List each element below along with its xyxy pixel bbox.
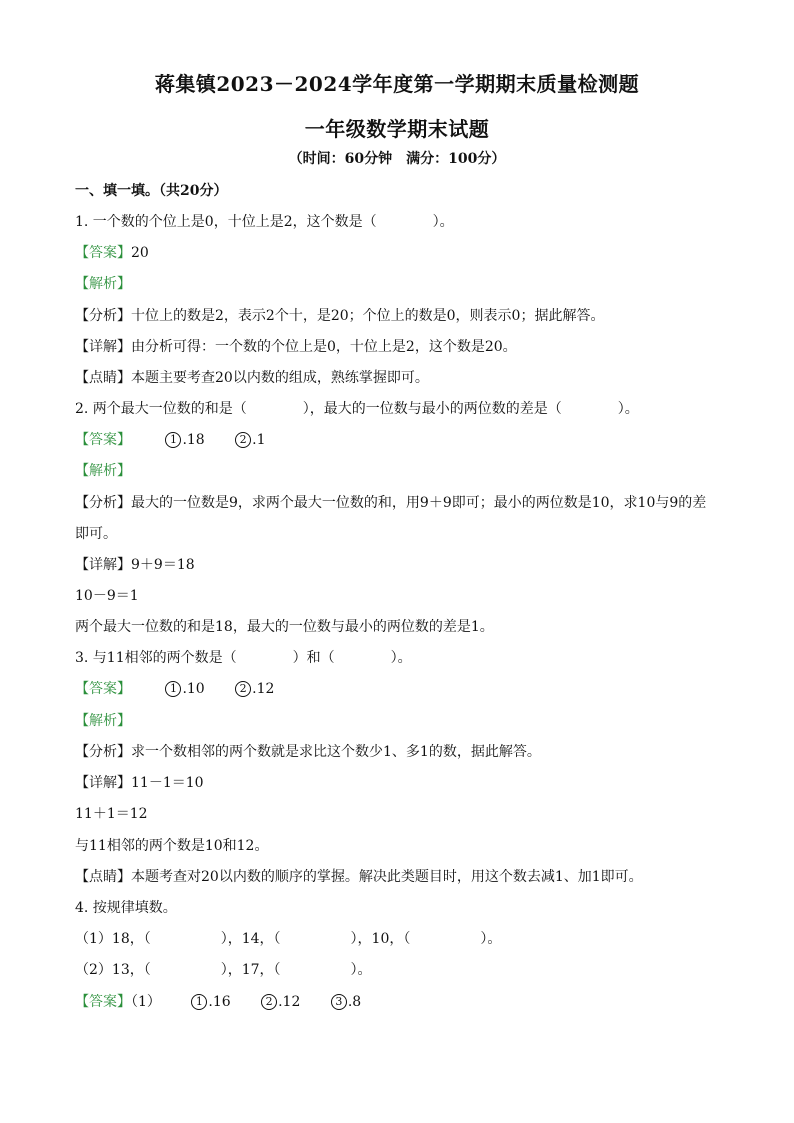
detail-label: 【详解】 (75, 339, 131, 355)
q3-conclusion: 与11相邻的两个数是10和12。 (75, 838, 269, 854)
q2-fenxi-cont: 即可。 (75, 526, 117, 542)
q2-answer-1: .18 (182, 432, 205, 448)
q3-fenxi (75, 742, 541, 762)
answer-label: 【答案】 (75, 681, 131, 697)
q4-answer-2: .12 (278, 994, 301, 1010)
q4-row-1: （1）18，（ ），14，（ ），10，（ ）。 (75, 931, 502, 947)
q4-answer-prefix: （1） (131, 994, 161, 1010)
q1-detail (75, 337, 517, 357)
q3-detail (75, 773, 204, 793)
section-heading: 一、填一填。（共20分） (75, 183, 228, 199)
q2-fenxi-text: 最大的一位数是9，求两个最大一位数的和，用9＋9即可；最小的两位数是10，求10与9的差 (131, 495, 707, 511)
q1-comment (75, 368, 429, 388)
q3-comment-text: 本题考查对20以内数的顺序的掌握。解决此类题目时，用这个数去减1、加1即可。 (131, 869, 643, 885)
q4-answer (75, 992, 361, 1012)
comment-label: 【点睛】 (75, 370, 131, 386)
time-info: （时间：60分钟 满分：100分） (288, 151, 506, 167)
question-3: 3. 与11相邻的两个数是（ ）和（ ）。 (75, 650, 412, 666)
exam-title: 蒋集镇2023－2024学年度第一学期期末质量检测题 (154, 72, 640, 96)
q3-fenxi-text: 求一个数相邻的两个数就是求比这个数少1、多1的数，据此解答。 (131, 744, 541, 760)
q3-detail-text: 11－1＝10 (131, 775, 204, 791)
fenxi-label: 【分析】 (75, 495, 131, 511)
q2-answer-2: .1 (252, 432, 266, 448)
q1-fenxi-text: 十位上的数是2，表示2个十，是20；个位上的数是0，则表示0；据此解答。 (131, 308, 605, 324)
q3-calc: 11＋1＝12 (75, 806, 148, 822)
comment-label: 【点睛】 (75, 869, 131, 885)
question-1: 1. 一个数的个位上是0，十位上是2，这个数是（ ）。 (75, 214, 454, 230)
q2-detail (75, 555, 195, 575)
q3-comment (75, 867, 643, 887)
q2-fenxi (75, 493, 706, 513)
detail-label: 【详解】 (75, 775, 131, 791)
answer-label: 【答案】 (75, 432, 131, 448)
circled-number-2: 2 (235, 681, 251, 697)
circled-number-1: 1 (165, 681, 181, 697)
q3-answer-1: .10 (182, 681, 205, 697)
fenxi-label: 【分析】 (75, 308, 131, 324)
q2-calc: 10－9＝1 (75, 588, 139, 604)
circled-number-3: 3 (331, 994, 347, 1010)
q2-answer (75, 430, 266, 450)
q1-comment-text: 本题主要考查20以内数的组成，熟练掌握即可。 (131, 370, 429, 386)
detail-label: 【详解】 (75, 557, 131, 573)
exam-subtitle: 一年级数学期末试题 (304, 117, 490, 141)
q1-detail-text: 由分析可得：一个数的个位上是0，十位上是2，这个数是20。 (131, 339, 517, 355)
q1-answer (75, 243, 149, 263)
q3-answer-2: .12 (252, 681, 275, 697)
circled-number-1: 1 (165, 432, 181, 448)
circled-number-2: 2 (235, 432, 251, 448)
q4-row-2: （2）13，（ ），17，（ ）。 (75, 962, 372, 978)
answer-label: 【答案】 (75, 994, 131, 1010)
q3-analysis-label: 【解析】 (75, 713, 131, 729)
circled-number-1: 1 (191, 994, 207, 1010)
q2-analysis-label: 【解析】 (75, 463, 131, 479)
q3-answer (75, 679, 274, 699)
circled-number-2: 2 (261, 994, 277, 1010)
answer-label: 【答案】 (75, 245, 131, 261)
question-2: 2. 两个最大一位数的和是（ ），最大的一位数与最小的两位数的差是（ ）。 (75, 401, 639, 417)
q1-analysis-label: 【解析】 (75, 276, 131, 292)
q1-answer-value: 20 (131, 245, 149, 261)
fenxi-label: 【分析】 (75, 744, 131, 760)
question-4: 4. 按规律填数。 (75, 900, 177, 916)
q2-detail-text: 9＋9＝18 (131, 557, 195, 573)
q4-answer-3: .8 (347, 994, 362, 1010)
q2-conclusion: 两个最大一位数的和是18，最大的一位数与最小的两位数的差是1。 (75, 619, 494, 635)
q4-answer-1: .16 (208, 994, 231, 1010)
q1-fenxi (75, 306, 604, 326)
